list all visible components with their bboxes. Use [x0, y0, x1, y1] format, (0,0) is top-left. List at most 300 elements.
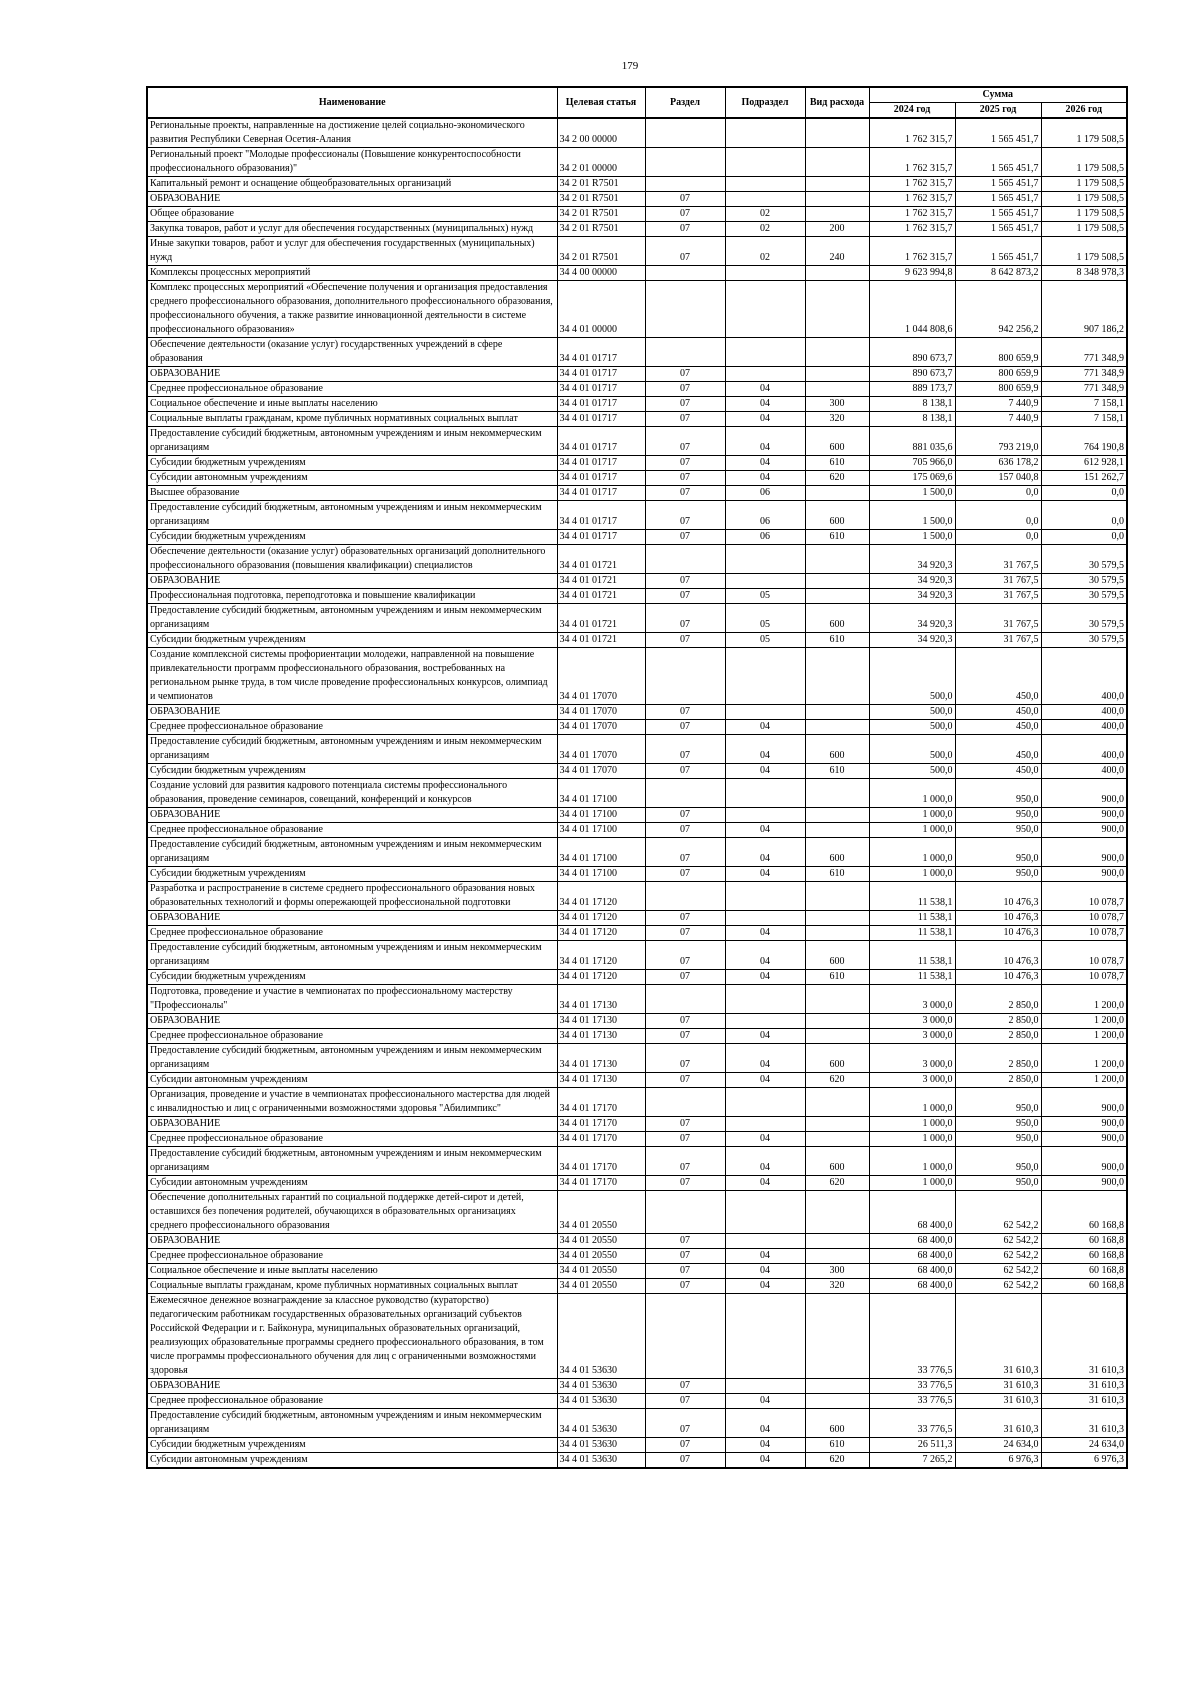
cell-target-code: 34 4 01 17070	[557, 705, 645, 720]
cell-expense-type	[805, 1014, 869, 1029]
cell-expense-type	[805, 486, 869, 501]
cell-section	[645, 985, 725, 1014]
cell-name: ОБРАЗОВАНИЕ	[147, 1379, 557, 1394]
cell-expense-type	[805, 720, 869, 735]
cell-expense-type: 610	[805, 867, 869, 882]
cell-sum-2026: 1 200,0	[1041, 1044, 1127, 1073]
cell-section: 07	[645, 1176, 725, 1191]
cell-sum-2024: 8 138,1	[869, 397, 955, 412]
cell-subsection	[725, 574, 805, 589]
cell-sum-2026: 771 348,9	[1041, 367, 1127, 382]
cell-sum-2025: 1 565 451,7	[955, 237, 1041, 266]
cell-sum-2025: 10 476,3	[955, 970, 1041, 985]
cell-sum-2024: 7 265,2	[869, 1453, 955, 1469]
cell-name: ОБРАЗОВАНИЕ	[147, 1234, 557, 1249]
cell-sum-2026: 400,0	[1041, 720, 1127, 735]
cell-section: 07	[645, 574, 725, 589]
cell-subsection: 04	[725, 1132, 805, 1147]
cell-section	[645, 648, 725, 705]
cell-name: Предоставление субсидий бюджетным, автономным учреждениям и иным некоммерческим организациям	[147, 1044, 557, 1073]
cell-name: Предоставление субсидий бюджетным, автономным учреждениям и иным некоммерческим организациям	[147, 1409, 557, 1438]
cell-sum-2026: 1 179 508,5	[1041, 177, 1127, 192]
cell-name: Субсидии бюджетным учреждениям	[147, 456, 557, 471]
cell-expense-type	[805, 808, 869, 823]
cell-target-code: 34 4 01 01717	[557, 456, 645, 471]
cell-name: Высшее образование	[147, 486, 557, 501]
cell-name: Создание условий для развития кадрового потенциала системы профессионального образования, проведение семинаров, совещаний, конференций и конкурсов	[147, 779, 557, 808]
cell-name: Социальное обеспечение и иные выплаты населению	[147, 397, 557, 412]
cell-sum-2026: 907 186,2	[1041, 281, 1127, 338]
table-row	[147, 118, 1127, 148]
cell-name: Общее образование	[147, 207, 557, 222]
cell-target-code: 34 4 01 17100	[557, 867, 645, 882]
cell-sum-2026: 10 078,7	[1041, 926, 1127, 941]
cell-subsection: 04	[725, 823, 805, 838]
cell-sum-2025: 950,0	[955, 1117, 1041, 1132]
cell-target-code: 34 2 00 00000	[557, 118, 645, 148]
cell-sum-2026: 900,0	[1041, 838, 1127, 867]
header-code: Целевая статья	[557, 87, 645, 118]
table-row	[147, 882, 1127, 911]
cell-section	[645, 177, 725, 192]
cell-sum-2024: 1 000,0	[869, 823, 955, 838]
cell-section	[645, 1088, 725, 1117]
cell-section: 07	[645, 1409, 725, 1438]
cell-target-code: 34 4 01 01717	[557, 412, 645, 427]
cell-section: 07	[645, 705, 725, 720]
cell-target-code: 34 4 01 01721	[557, 574, 645, 589]
cell-sum-2026: 900,0	[1041, 1176, 1127, 1191]
cell-name: ОБРАЗОВАНИЕ	[147, 192, 557, 207]
cell-sum-2025: 7 440,9	[955, 412, 1041, 427]
cell-subsection	[725, 705, 805, 720]
cell-target-code: 34 4 01 17070	[557, 720, 645, 735]
cell-subsection: 04	[725, 1279, 805, 1294]
cell-subsection: 04	[725, 471, 805, 486]
table-row	[147, 1264, 1127, 1279]
cell-sum-2025: 31 767,5	[955, 545, 1041, 574]
cell-sum-2024: 68 400,0	[869, 1279, 955, 1294]
cell-sum-2025: 157 040,8	[955, 471, 1041, 486]
cell-subsection: 02	[725, 207, 805, 222]
cell-sum-2026: 30 579,5	[1041, 604, 1127, 633]
cell-sum-2024: 1 762 315,7	[869, 118, 955, 148]
cell-sum-2024: 890 673,7	[869, 367, 955, 382]
cell-subsection	[725, 545, 805, 574]
table-row	[147, 633, 1127, 648]
cell-sum-2026: 10 078,7	[1041, 911, 1127, 926]
cell-sum-2026: 31 610,3	[1041, 1409, 1127, 1438]
cell-subsection: 05	[725, 604, 805, 633]
cell-expense-type: 600	[805, 941, 869, 970]
cell-section: 07	[645, 1264, 725, 1279]
cell-target-code: 34 2 01 R7501	[557, 192, 645, 207]
cell-expense-type	[805, 1191, 869, 1234]
table-row	[147, 779, 1127, 808]
cell-section: 07	[645, 382, 725, 397]
cell-target-code: 34 4 01 53630	[557, 1438, 645, 1453]
cell-expense-type	[805, 911, 869, 926]
cell-name: ОБРАЗОВАНИЕ	[147, 574, 557, 589]
cell-section: 07	[645, 486, 725, 501]
table-row	[147, 545, 1127, 574]
cell-sum-2024: 34 920,3	[869, 545, 955, 574]
cell-expense-type: 600	[805, 1409, 869, 1438]
cell-subsection: 04	[725, 838, 805, 867]
cell-subsection: 04	[725, 720, 805, 735]
cell-section: 07	[645, 604, 725, 633]
cell-sum-2025: 0,0	[955, 501, 1041, 530]
cell-target-code: 34 2 01 R7501	[557, 237, 645, 266]
cell-sum-2025: 62 542,2	[955, 1191, 1041, 1234]
cell-sum-2026: 400,0	[1041, 648, 1127, 705]
cell-name: Разработка и распространение в системе среднего профессионального образования новых образовательных технологий и формы опережающей профессиональной подготовки	[147, 882, 557, 911]
cell-sum-2025: 950,0	[955, 779, 1041, 808]
cell-target-code: 34 4 01 17070	[557, 735, 645, 764]
cell-expense-type	[805, 281, 869, 338]
cell-sum-2024: 1 000,0	[869, 808, 955, 823]
cell-sum-2024: 11 538,1	[869, 941, 955, 970]
cell-subsection: 06	[725, 501, 805, 530]
cell-sum-2026: 10 078,7	[1041, 970, 1127, 985]
cell-sum-2026: 60 168,8	[1041, 1279, 1127, 1294]
cell-sum-2025: 0,0	[955, 486, 1041, 501]
cell-target-code: 34 4 01 17120	[557, 911, 645, 926]
cell-target-code: 34 4 01 01717	[557, 501, 645, 530]
cell-expense-type	[805, 589, 869, 604]
cell-expense-type: 610	[805, 456, 869, 471]
cell-sum-2024: 1 000,0	[869, 779, 955, 808]
cell-name: ОБРАЗОВАНИЕ	[147, 705, 557, 720]
cell-target-code: 34 2 01 R7501	[557, 177, 645, 192]
cell-expense-type: 600	[805, 1147, 869, 1176]
cell-sum-2026: 60 168,8	[1041, 1234, 1127, 1249]
cell-sum-2026: 31 610,3	[1041, 1379, 1127, 1394]
cell-sum-2024: 175 069,6	[869, 471, 955, 486]
cell-target-code: 34 4 01 53630	[557, 1294, 645, 1379]
cell-subsection: 04	[725, 1044, 805, 1073]
table-row	[147, 1438, 1127, 1453]
cell-subsection: 05	[725, 633, 805, 648]
cell-expense-type	[805, 338, 869, 367]
cell-name: Создание комплексной системы профориентации молодежи, направленной на повышение привлекательности программ профессионального образования, востребованных на региональном рынке труда, в том числе проведение профессиональных конкурсов, олимпиад и чемпионатов	[147, 648, 557, 705]
cell-section: 07	[645, 237, 725, 266]
cell-sum-2025: 950,0	[955, 1132, 1041, 1147]
cell-name: Среднее профессиональное образование	[147, 926, 557, 941]
cell-sum-2026: 7 158,1	[1041, 412, 1127, 427]
cell-sum-2024: 890 673,7	[869, 338, 955, 367]
cell-expense-type	[805, 926, 869, 941]
cell-target-code: 34 4 01 01721	[557, 604, 645, 633]
cell-subsection	[725, 367, 805, 382]
cell-sum-2026: 400,0	[1041, 735, 1127, 764]
table-row	[147, 486, 1127, 501]
cell-target-code: 34 4 01 17100	[557, 808, 645, 823]
cell-sum-2025: 6 976,3	[955, 1453, 1041, 1469]
cell-subsection: 04	[725, 1409, 805, 1438]
cell-target-code: 34 4 01 17120	[557, 882, 645, 911]
cell-sum-2026: 30 579,5	[1041, 633, 1127, 648]
cell-subsection: 04	[725, 1147, 805, 1176]
cell-target-code: 34 4 01 17120	[557, 941, 645, 970]
cell-name: Обеспечение деятельности (оказание услуг) образовательных организаций дополнительного профессионального образования (повышения квалификации) специалистов	[147, 545, 557, 574]
cell-target-code: 34 4 01 17170	[557, 1147, 645, 1176]
cell-sum-2025: 31 767,5	[955, 589, 1041, 604]
cell-name: Социальное обеспечение и иные выплаты населению	[147, 1264, 557, 1279]
table-row	[147, 1249, 1127, 1264]
cell-section	[645, 882, 725, 911]
cell-sum-2024: 3 000,0	[869, 1014, 955, 1029]
cell-sum-2026: 6 976,3	[1041, 1453, 1127, 1469]
cell-sum-2024: 3 000,0	[869, 1029, 955, 1044]
cell-name: Субсидии бюджетным учреждениям	[147, 970, 557, 985]
cell-name: Субсидии бюджетным учреждениям	[147, 764, 557, 779]
cell-target-code: 34 4 01 17170	[557, 1117, 645, 1132]
cell-sum-2024: 68 400,0	[869, 1249, 955, 1264]
cell-target-code: 34 4 01 17170	[557, 1132, 645, 1147]
cell-subsection	[725, 648, 805, 705]
cell-sum-2025: 450,0	[955, 720, 1041, 735]
cell-sum-2026: 1 179 508,5	[1041, 118, 1127, 148]
cell-target-code: 34 4 01 17100	[557, 779, 645, 808]
cell-target-code: 34 4 01 01721	[557, 545, 645, 574]
cell-subsection	[725, 148, 805, 177]
cell-sum-2025: 62 542,2	[955, 1264, 1041, 1279]
table-row	[147, 604, 1127, 633]
cell-sum-2026: 612 928,1	[1041, 456, 1127, 471]
cell-subsection: 04	[725, 1073, 805, 1088]
cell-target-code: 34 2 01 R7501	[557, 207, 645, 222]
cell-section: 07	[645, 1014, 725, 1029]
cell-sum-2025: 1 565 451,7	[955, 222, 1041, 237]
cell-sum-2025: 2 850,0	[955, 985, 1041, 1014]
cell-expense-type	[805, 1394, 869, 1409]
cell-section: 07	[645, 808, 725, 823]
cell-section: 07	[645, 911, 725, 926]
cell-expense-type: 620	[805, 1073, 869, 1088]
cell-subsection: 04	[725, 1453, 805, 1469]
cell-sum-2025: 450,0	[955, 735, 1041, 764]
cell-target-code: 34 4 01 01717	[557, 367, 645, 382]
table-row	[147, 338, 1127, 367]
cell-subsection: 04	[725, 926, 805, 941]
table-row	[147, 471, 1127, 486]
cell-subsection: 04	[725, 412, 805, 427]
cell-sum-2026: 764 190,8	[1041, 427, 1127, 456]
cell-target-code: 34 4 01 01717	[557, 486, 645, 501]
cell-sum-2024: 1 000,0	[869, 838, 955, 867]
cell-sum-2024: 1 762 315,7	[869, 237, 955, 266]
cell-sum-2024: 705 966,0	[869, 456, 955, 471]
cell-name: Ежемесячное денежное вознаграждение за классное руководство (кураторство) педагогическим работникам государственных образовательных организаций субъектов Российской Федерации и г. Байконура, муниципальных образовательных организаций, реализующих образовательные программы среднего профессионального образования, в том числе программы профессионального обучения для лиц с ограниченными возможностями здоровья	[147, 1294, 557, 1379]
cell-section	[645, 148, 725, 177]
cell-sum-2024: 1 762 315,7	[869, 177, 955, 192]
budget-table	[146, 86, 1128, 1469]
header-2026: 2026 год	[1041, 103, 1127, 119]
cell-target-code: 34 4 01 01721	[557, 633, 645, 648]
table-row	[147, 926, 1127, 941]
cell-target-code: 34 4 01 01721	[557, 589, 645, 604]
cell-expense-type	[805, 574, 869, 589]
cell-name: Среднее профессиональное образование	[147, 1029, 557, 1044]
cell-subsection: 06	[725, 530, 805, 545]
cell-expense-type: 300	[805, 397, 869, 412]
cell-sum-2025: 10 476,3	[955, 882, 1041, 911]
cell-target-code: 34 4 01 20550	[557, 1279, 645, 1294]
cell-sum-2025: 800 659,9	[955, 338, 1041, 367]
cell-sum-2026: 900,0	[1041, 1117, 1127, 1132]
cell-sum-2026: 900,0	[1041, 1088, 1127, 1117]
table-row	[147, 1409, 1127, 1438]
cell-sum-2024: 1 000,0	[869, 1176, 955, 1191]
cell-sum-2024: 1 762 315,7	[869, 207, 955, 222]
table-row	[147, 705, 1127, 720]
cell-sum-2024: 11 538,1	[869, 926, 955, 941]
cell-sum-2026: 0,0	[1041, 486, 1127, 501]
cell-name: Субсидии бюджетным учреждениям	[147, 1438, 557, 1453]
cell-section	[645, 118, 725, 148]
cell-expense-type	[805, 382, 869, 397]
cell-sum-2026: 1 200,0	[1041, 1029, 1127, 1044]
table-row	[147, 1394, 1127, 1409]
table-row	[147, 764, 1127, 779]
cell-target-code: 34 4 01 20550	[557, 1264, 645, 1279]
cell-section: 07	[645, 764, 725, 779]
cell-subsection	[725, 266, 805, 281]
table-row	[147, 970, 1127, 985]
cell-expense-type: 620	[805, 1453, 869, 1469]
cell-subsection: 04	[725, 456, 805, 471]
cell-sum-2024: 1 762 315,7	[869, 148, 955, 177]
cell-sum-2024: 34 920,3	[869, 589, 955, 604]
cell-sum-2024: 26 511,3	[869, 1438, 955, 1453]
cell-sum-2024: 500,0	[869, 735, 955, 764]
cell-sum-2026: 1 200,0	[1041, 1014, 1127, 1029]
cell-section: 07	[645, 397, 725, 412]
cell-sum-2026: 1 200,0	[1041, 1073, 1127, 1088]
cell-section: 07	[645, 633, 725, 648]
cell-sum-2024: 11 538,1	[869, 911, 955, 926]
cell-name: Предоставление субсидий бюджетным, автономным учреждениям и иным некоммерческим организациям	[147, 735, 557, 764]
cell-name: Субсидии автономным учреждениям	[147, 1073, 557, 1088]
table-row	[147, 237, 1127, 266]
cell-subsection	[725, 985, 805, 1014]
cell-target-code: 34 4 01 17130	[557, 1014, 645, 1029]
cell-sum-2026: 1 200,0	[1041, 985, 1127, 1014]
table-row	[147, 1088, 1127, 1117]
table-row	[147, 985, 1127, 1014]
cell-sum-2025: 2 850,0	[955, 1014, 1041, 1029]
cell-name: Субсидии автономным учреждениям	[147, 1176, 557, 1191]
table-row	[147, 1191, 1127, 1234]
cell-section: 07	[645, 867, 725, 882]
cell-sum-2024: 1 000,0	[869, 867, 955, 882]
cell-target-code: 34 4 01 53630	[557, 1394, 645, 1409]
table-row	[147, 648, 1127, 705]
cell-target-code: 34 4 01 20550	[557, 1191, 645, 1234]
cell-sum-2025: 1 565 451,7	[955, 207, 1041, 222]
cell-sum-2026: 10 078,7	[1041, 882, 1127, 911]
cell-section: 07	[645, 1234, 725, 1249]
cell-sum-2026: 0,0	[1041, 530, 1127, 545]
cell-section: 07	[645, 1394, 725, 1409]
cell-expense-type: 610	[805, 764, 869, 779]
cell-sum-2026: 30 579,5	[1041, 589, 1127, 604]
cell-section: 07	[645, 456, 725, 471]
cell-expense-type: 320	[805, 412, 869, 427]
cell-section: 07	[645, 720, 725, 735]
cell-sum-2025: 10 476,3	[955, 911, 1041, 926]
cell-sum-2025: 950,0	[955, 1147, 1041, 1176]
cell-expense-type	[805, 705, 869, 720]
cell-name: Социальные выплаты гражданам, кроме публичных нормативных социальных выплат	[147, 1279, 557, 1294]
cell-name: Предоставление субсидий бюджетным, автономным учреждениям и иным некоммерческим организациям	[147, 1147, 557, 1176]
cell-section	[645, 1191, 725, 1234]
cell-sum-2025: 1 565 451,7	[955, 118, 1041, 148]
cell-name: Капитальный ремонт и оснащение общеобразовательных организаций	[147, 177, 557, 192]
cell-subsection: 04	[725, 970, 805, 985]
cell-target-code: 34 4 01 01717	[557, 338, 645, 367]
cell-sum-2024: 68 400,0	[869, 1264, 955, 1279]
cell-sum-2026: 900,0	[1041, 1147, 1127, 1176]
cell-expense-type: 200	[805, 222, 869, 237]
cell-sum-2026: 1 179 508,5	[1041, 207, 1127, 222]
cell-target-code: 34 4 01 17070	[557, 764, 645, 779]
table-row	[147, 412, 1127, 427]
cell-sum-2025: 2 850,0	[955, 1044, 1041, 1073]
cell-target-code: 34 4 01 53630	[557, 1379, 645, 1394]
cell-target-code: 34 4 01 17130	[557, 1029, 645, 1044]
cell-expense-type	[805, 207, 869, 222]
cell-target-code: 34 4 01 17130	[557, 1073, 645, 1088]
cell-section	[645, 338, 725, 367]
cell-sum-2024: 1 762 315,7	[869, 192, 955, 207]
cell-name: Комплексы процессных мероприятий	[147, 266, 557, 281]
cell-expense-type	[805, 1117, 869, 1132]
cell-sum-2025: 62 542,2	[955, 1234, 1041, 1249]
cell-target-code: 34 4 01 53630	[557, 1453, 645, 1469]
cell-expense-type	[805, 118, 869, 148]
cell-target-code: 34 4 01 17120	[557, 970, 645, 985]
cell-sum-2024: 3 000,0	[869, 1044, 955, 1073]
header-subsection: Подраздел	[725, 87, 805, 118]
cell-subsection	[725, 882, 805, 911]
cell-sum-2025: 24 634,0	[955, 1438, 1041, 1453]
table-row	[147, 207, 1127, 222]
table-row	[147, 530, 1127, 545]
cell-sum-2026: 151 262,7	[1041, 471, 1127, 486]
cell-sum-2024: 33 776,5	[869, 1394, 955, 1409]
cell-sum-2025: 942 256,2	[955, 281, 1041, 338]
cell-name: Региональный проект "Молодые профессионалы (Повышение конкурентоспособности профессионального образования)"	[147, 148, 557, 177]
cell-subsection	[725, 177, 805, 192]
cell-sum-2024: 3 000,0	[869, 985, 955, 1014]
cell-sum-2026: 400,0	[1041, 705, 1127, 720]
table-row	[147, 382, 1127, 397]
table-row	[147, 192, 1127, 207]
cell-sum-2024: 33 776,5	[869, 1379, 955, 1394]
cell-name: ОБРАЗОВАНИЕ	[147, 367, 557, 382]
cell-name: Комплекс процессных мероприятий «Обеспечение получения и организация предоставления среднего профессионального образования, дополнительного профессионального образования, профессионального обучения, а также развитие инновационной деятельности в системе профессионального образования»	[147, 281, 557, 338]
cell-expense-type	[805, 1249, 869, 1264]
table-row	[147, 808, 1127, 823]
cell-name: ОБРАЗОВАНИЕ	[147, 911, 557, 926]
cell-name: Среднее профессиональное образование	[147, 382, 557, 397]
cell-section	[645, 545, 725, 574]
table-row	[147, 1379, 1127, 1394]
cell-subsection: 02	[725, 222, 805, 237]
cell-sum-2024: 500,0	[869, 648, 955, 705]
